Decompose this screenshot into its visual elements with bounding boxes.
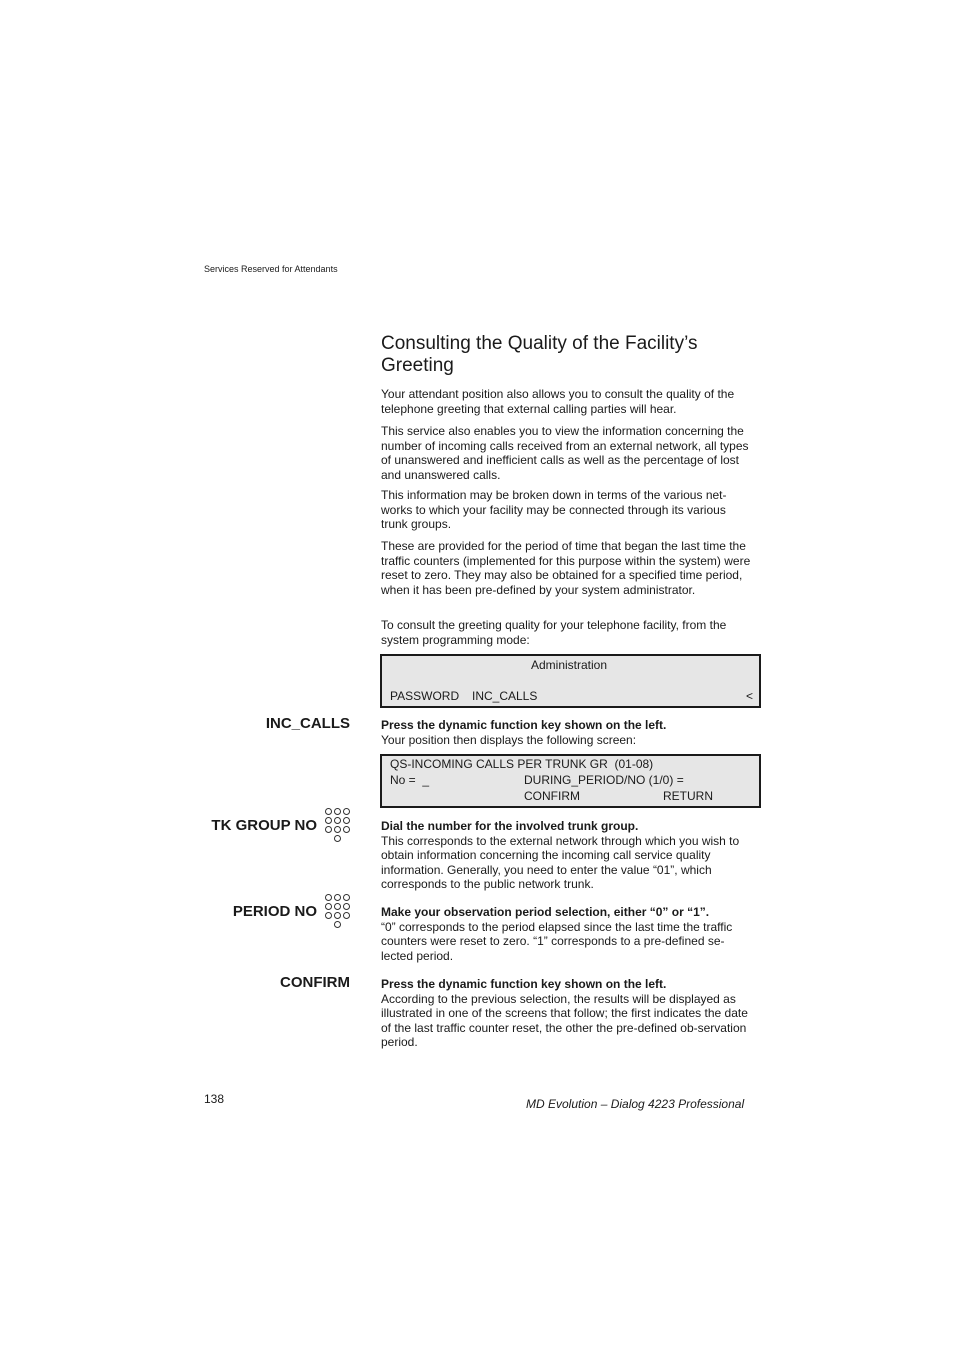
keypad-key [334, 921, 341, 928]
entry-period-no: PERIOD NO [232, 903, 317, 920]
step-description: “0” corresponds to the period elapsed since the last time the traffic counters were reset to zero. “1” corresponds to a pre-defined se-lected period. [381, 919, 733, 963]
keypad-key [325, 894, 332, 901]
screen-no-field: No = _ [390, 773, 430, 787]
footer-product: MD Evolution – Dialog 4223 Professional [526, 1097, 745, 1111]
function-key-confirm: CONFIRM [280, 974, 350, 991]
step-instruction: Press the dynamic function key shown on the left. [381, 718, 667, 732]
screen-key-return: RETURN [663, 789, 713, 803]
screen-key-confirm: CONFIRM [524, 789, 580, 803]
keypad-key [343, 912, 350, 919]
page-number: 138 [204, 1092, 225, 1106]
keypad-icon [325, 808, 351, 842]
paragraph-period: These are provided for the period of time that began the last time the traffic counters (implemented for this purpose within the system) were reset to zero. They may also be obtained for a specified time period, when it has been pre-defined by your system administrator. [381, 539, 751, 597]
screen-key-password: PASSWORD [390, 689, 460, 703]
function-key-inc-calls: INC_CALLS [265, 715, 350, 732]
keypad-icon [325, 894, 351, 928]
keypad-key [334, 817, 341, 824]
keypad-key [343, 903, 350, 910]
running-head: Services Reserved for Attendants [204, 264, 338, 274]
entry-tk-group-no: TK GROUP NO [211, 817, 317, 834]
paragraph-procedure: To consult the greeting quality for your telephone facility, from the system programming mode: [381, 618, 727, 647]
paragraph-intro: Your attendant position also allows you to consult the quality of the telephone greeting that external calling parties will hear. [381, 387, 735, 416]
screen-scroll-arrow: < [746, 689, 754, 703]
screen-key-inc-calls: INC_CALLS [472, 689, 538, 703]
keypad-key [325, 826, 332, 833]
keypad-key [334, 894, 341, 901]
keypad-key [343, 826, 350, 833]
screen-during-period: DURING_PERIOD/NO (1/0) = [524, 773, 684, 787]
step-instruction: Press the dynamic function key shown on the left. [381, 977, 667, 991]
step-instruction: Make your observation period selection, either “0” or “1”. [381, 905, 710, 919]
keypad-key [343, 894, 350, 901]
keypad-key [334, 912, 341, 919]
display-screen-incoming-calls [380, 754, 761, 808]
keypad-key [334, 903, 341, 910]
step-description: Your position then displays the following screen: [381, 732, 637, 747]
keypad-key [325, 808, 332, 815]
paragraph-networks: This information may be broken down in terms of the various net-works to which your facility may be connected through its various trunk groups. [381, 488, 727, 531]
screen-header: Administration [531, 658, 608, 672]
step-instruction: Dial the number for the involved trunk group. [381, 819, 639, 833]
section-title: Consulting the Quality of the Facility’s Greeting [381, 333, 698, 376]
keypad-key [325, 817, 332, 824]
step-tk-group-no [381, 819, 753, 892]
keypad-key [334, 835, 341, 842]
step-description: This corresponds to the external network through which you wish to obtain information concerning the incoming call service quality information. Generally, you need to enter the value “01”, which corresponds to the public network trunk. [381, 833, 740, 891]
paragraph-service: This service also enables you to view the information concerning the number of incoming calls received from an external network, all types of unanswered and inefficient calls as well as the percentage of lost and unanswered calls. [381, 424, 749, 482]
keypad-key [325, 903, 332, 910]
step-inc-calls [381, 718, 753, 747]
screen-line-title: QS-INCOMING CALLS PER TRUNK GR (01-08) [390, 757, 654, 771]
keypad-key [343, 808, 350, 815]
keypad-key [325, 912, 332, 919]
keypad-key [334, 808, 341, 815]
keypad-key [343, 817, 350, 824]
step-description: According to the previous selection, the results will be displayed as illustrated in one of the screens that follow; the first indicates the date of the last traffic counter reset, the other the pre-defined ob-servation period. [381, 991, 748, 1049]
step-confirm [381, 977, 753, 1050]
step-period-no [381, 905, 753, 963]
display-screen-administration [380, 654, 761, 708]
keypad-key [334, 826, 341, 833]
